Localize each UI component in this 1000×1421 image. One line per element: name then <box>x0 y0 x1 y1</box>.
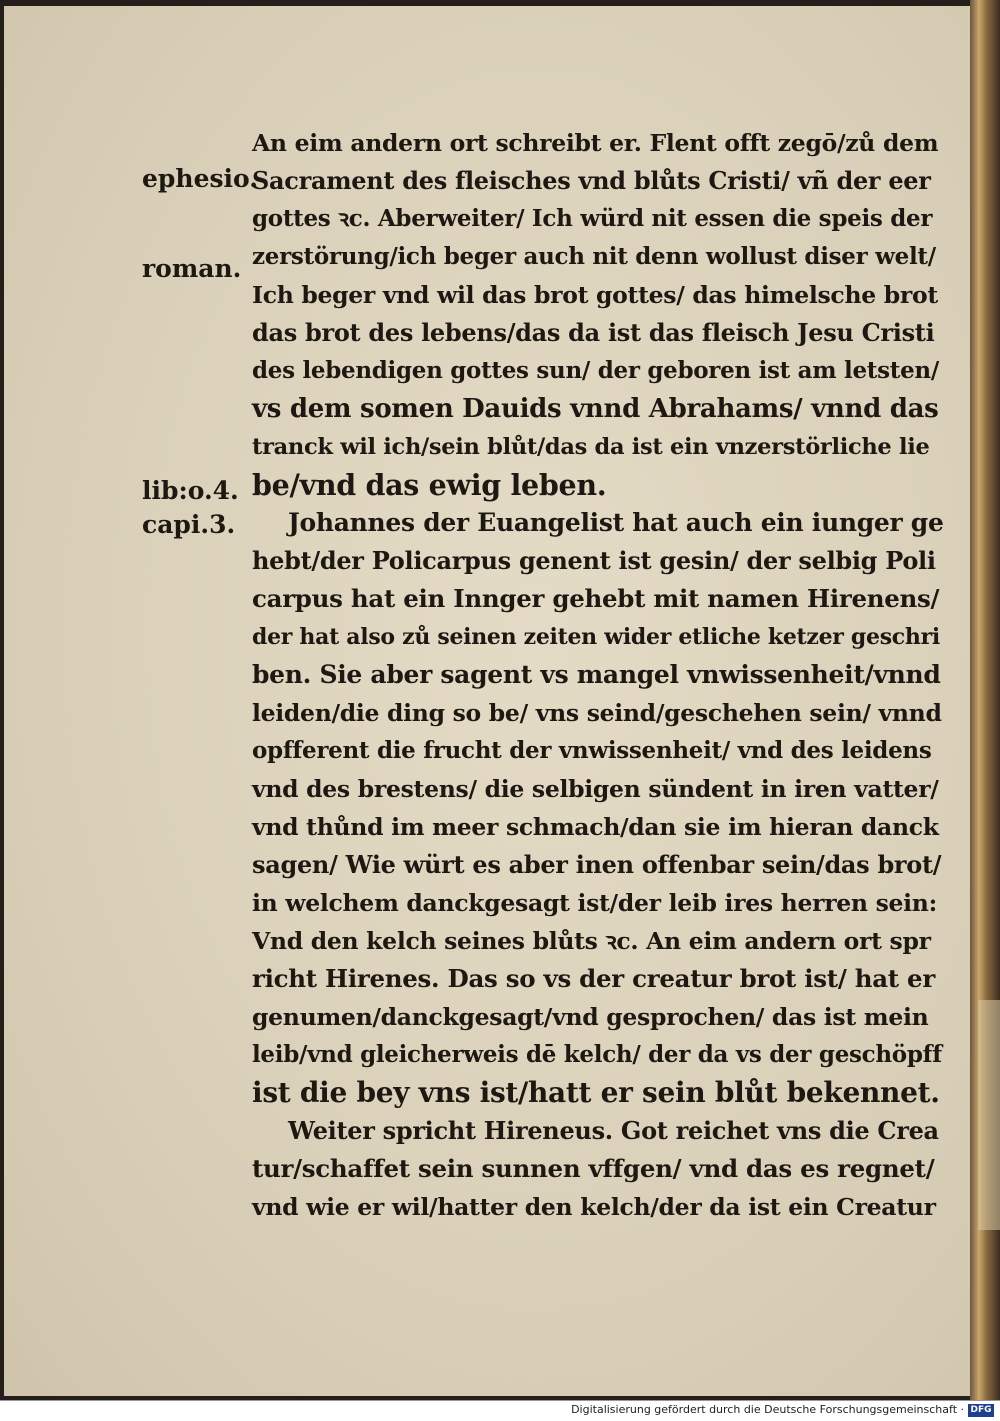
text-line: tur/schaffet sein sunnen vffgen/ vnd das es regnet/ <box>252 1154 935 1183</box>
text-line: vnd thůnd im meer schmach/dan sie im hieran danck <box>252 813 939 841</box>
text-line: in welchem danckgesagt ist/der leib ires herren sein: <box>252 889 937 917</box>
margin-note: roman. <box>142 254 242 283</box>
text-line: genumen/danckgesagt/vnd gesprochen/ das ist mein <box>252 1003 929 1031</box>
funding-credit: Digitalisierung gefördert durch die Deutsche Forschungsgemeinschaft · <box>571 1403 964 1416</box>
text-line: Johannes der Euangelist hat auch ein iunger ge <box>288 508 944 537</box>
text-line: gottes ꝛc. Aberweiter/ Ich würd nit essen die speis der <box>252 205 933 232</box>
text-line: Sacrament des fleisches vnd blůts Cristi/ vñ der eer <box>252 166 931 195</box>
text-line: vnd wie er wil/hatter den kelch/der da ist ein Creatur <box>252 1193 936 1221</box>
margin-note: lib:o.4. <box>142 476 239 505</box>
text-line: leiden/die ding so be/ vns seind/geschehen sein/ vnnd <box>252 699 942 727</box>
text-line: be/vnd das ewig leben. <box>252 468 607 502</box>
text-line: Weiter spricht Hireneus. Got reichet vns die Crea <box>288 1116 939 1145</box>
text-line: carpus hat ein Innger gehebt mit namen Hirenens/ <box>252 584 940 613</box>
text-line: das brot des lebens/das da ist das fleisch Jesu Cristi <box>252 318 935 347</box>
dfg-logo-icon: DFG <box>968 1404 994 1417</box>
text-line: Ich beger vnd wil das brot gottes/ das himelsche brot <box>252 281 938 309</box>
gutter-mark <box>978 1000 1000 1230</box>
text-line: ben. Sie aber sagent vs mangel vnwissenheit/vnnd <box>252 660 941 689</box>
text-line: des lebendigen gottes sun/ der geboren ist am letsten/ <box>252 357 939 384</box>
text-line: An eim andern ort schreibt er. Flent offt zegō/zů dem <box>252 129 939 157</box>
text-line: sagen/ Wie würt es aber inen offenbar sein/das brot/ <box>252 850 942 879</box>
margin-note: ephesio. <box>142 164 258 193</box>
text-line: richt Hirenes. Das so vs der creatur brot ist/ hat er <box>252 964 935 993</box>
text-line: zerstörung/ich beger auch nit denn wollust diser welt/ <box>252 243 936 270</box>
text-line: opfferent die frucht der vnwissenheit/ vnd des leidens <box>252 737 932 764</box>
text-line: vnd des brestens/ die selbigen sündent in iren vatter/ <box>252 775 939 803</box>
footer-bar <box>0 1400 1000 1421</box>
text-line: ist die bey vns ist/hatt er sein blůt bekennet. <box>252 1076 940 1109</box>
text-line: vs dem somen Dauids vnnd Abrahams/ vnnd das <box>252 394 939 424</box>
margin-note: capi.3. <box>142 510 236 539</box>
text-line: hebt/der Policarpus genent ist gesin/ der selbig Poli <box>252 546 936 575</box>
text-line: Vnd den kelch seines blůts ꝛc. An eim andern ort spr <box>252 927 931 955</box>
text-line: der hat also zů seinen zeiten wider etliche ketzer geschri <box>252 624 940 650</box>
book-page <box>4 6 974 1396</box>
book-gutter <box>970 0 1000 1400</box>
text-line: leib/vnd gleicherweis dē kelch/ der da vs der geschöpff <box>252 1041 942 1068</box>
text-line: tranck wil ich/sein blůt/das da ist ein vnzerstörliche lie <box>252 434 930 460</box>
